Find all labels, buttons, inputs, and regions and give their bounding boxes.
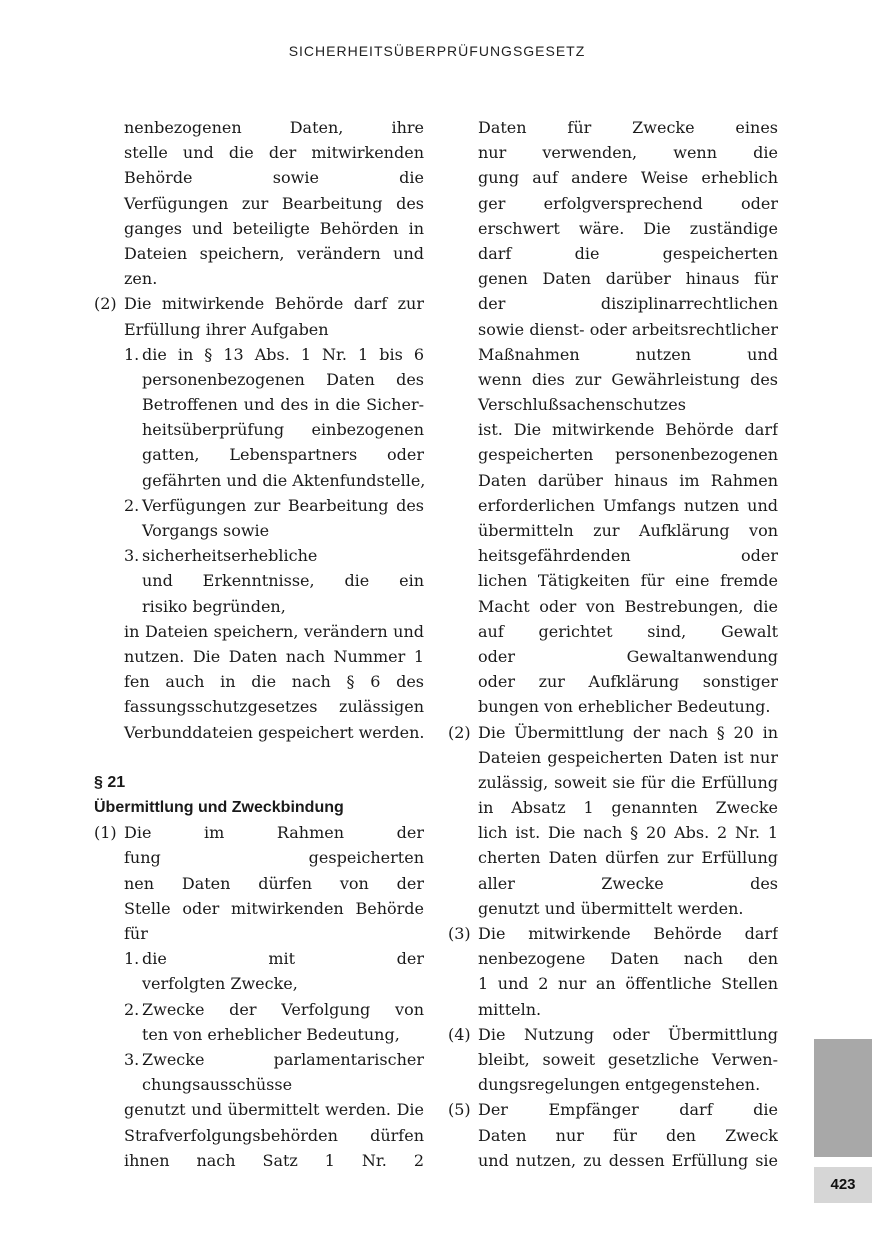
- paragraph-abs-4: [448, 1022, 778, 1098]
- text-line: übermitteln zur Aufklärung von: [478, 521, 778, 540]
- paragraph-tail: [94, 1097, 424, 1173]
- list-number: 1.: [124, 344, 140, 364]
- text-line: ger erfolgversprechend oder: [478, 193, 778, 213]
- text-line: sowie dienst- oder arbeitsrechtlicher: [478, 319, 778, 339]
- text-line: Verbunddateien gespeichert werden.: [124, 722, 425, 742]
- text-line: Daten nur für den Zweck: [478, 1125, 778, 1145]
- text-line: Dateien gespeicherten Daten ist nur: [478, 747, 778, 767]
- paragraph-continuation: [94, 115, 424, 291]
- paragraph-abs-3: [448, 921, 778, 1022]
- text-line: gatten, Lebenspartners oder: [142, 445, 424, 465]
- text-line: verfolgten Zwecke,: [142, 974, 298, 994]
- text-line: oder zur Aufklärung sonstiger: [478, 672, 778, 692]
- text-line: sicherheitserhebliche: [142, 546, 318, 566]
- text-line: nenbezogenen Daten, ihre: [124, 118, 424, 137]
- text-line: der disziplinarrechtlichen: [478, 294, 778, 314]
- text-line: nur verwenden, wenn die: [478, 143, 778, 163]
- running-header: SICHERHEITSÜBERPRÜFUNGSGESETZ: [288, 43, 586, 59]
- text-line: Verfügungen zur Bearbeitung des: [142, 495, 424, 515]
- text-line: Daten für Zwecke eines: [478, 118, 778, 137]
- text-line: ist. Die mitwirkende Behörde darf: [478, 420, 778, 440]
- text-line: 1 und 2 nur an öffentliche Stellen: [478, 974, 778, 994]
- text-line: mitteln.: [478, 999, 542, 1019]
- paragraph-marker: (3): [448, 924, 471, 943]
- text-line: Dateien speichern, verändern und: [124, 243, 424, 263]
- text-line: Die Nutzung oder Übermittlung: [478, 1024, 778, 1044]
- paragraph-marker: (2): [94, 294, 117, 314]
- list-item: [94, 1047, 424, 1097]
- list-item: [94, 342, 424, 493]
- left-column: [94, 115, 424, 1173]
- text-line: in Absatz 1 genannten Zwecke: [478, 798, 778, 818]
- text-line: Vorgangs sowie: [142, 521, 270, 540]
- text-line: fung gespeicherten: [124, 848, 424, 868]
- text-line: genutzt und übermittelt werden.: [478, 898, 744, 918]
- text-line: Die Übermittlung der nach § 20 in: [478, 722, 778, 742]
- spacer: [94, 745, 424, 770]
- text-line: darf die gespeicherten: [478, 243, 778, 263]
- paragraph-marker: (2): [448, 722, 471, 742]
- page-number: 423: [814, 1167, 872, 1203]
- paragraph-marker: (5): [448, 1100, 471, 1120]
- text-line: Verschlußsachenschutzes: [478, 395, 686, 415]
- text-line: risiko begründen,: [142, 596, 286, 616]
- text-line: nenbezogene Daten nach den: [478, 949, 778, 969]
- text-line: genutzt und übermittelt werden. Die: [124, 1100, 424, 1120]
- text-line: zen.: [124, 269, 158, 289]
- section-title: Übermittlung und Zweckbindung: [94, 799, 344, 817]
- text-line: nen Daten dürfen von der: [124, 873, 424, 893]
- list-number: 3.: [124, 546, 140, 566]
- text-line: zulässig, soweit sie für die Erfüllung: [478, 772, 778, 792]
- text-line: heitsgefährdenden oder: [478, 546, 778, 566]
- text-line: gung auf andere Weise erheblich: [478, 168, 778, 188]
- text-line: Zwecke parlamentarischer: [142, 1049, 424, 1069]
- chapter-thumb-tab: [814, 1039, 872, 1157]
- text-line: heitsüberprüfung einbezogenen: [142, 420, 424, 440]
- text-line: ihnen nach Satz 1 Nr. 2: [124, 1150, 424, 1170]
- text-line: aller Zwecke des: [478, 873, 778, 893]
- text-line: Die mitwirkende Behörde darf: [478, 924, 778, 943]
- paragraph-marker: (1): [94, 823, 117, 843]
- text-line: Stelle oder mitwirkenden Behörde: [124, 898, 424, 918]
- list-number: 1.: [124, 949, 140, 969]
- list-item: [94, 946, 424, 996]
- list-item: [94, 997, 424, 1047]
- paragraph-abs-2: [94, 291, 424, 341]
- text-line: Daten darüber hinaus im Rahmen: [478, 470, 778, 490]
- text-line: bungen von erheblicher Bedeutung.: [478, 697, 771, 717]
- text-line: Erfüllung ihrer Aufgaben: [124, 319, 329, 339]
- text-line: gefährten und die Aktenfundstelle,: [142, 470, 426, 490]
- text-line: Maßnahmen nutzen und: [478, 344, 778, 364]
- text-line: Verfügungen zur Bearbeitung des: [124, 193, 424, 213]
- right-column: [448, 115, 778, 1173]
- paragraph-tail: [94, 619, 424, 745]
- text-line: und Erkenntnisse, die ein: [142, 571, 424, 591]
- text-line: nutzen. Die Daten nach Nummer 1: [124, 646, 424, 666]
- text-line: personenbezogenen Daten des: [142, 369, 424, 389]
- text-line: in Dateien speichern, verändern und: [124, 621, 424, 641]
- text-line: bleibt, soweit gesetzliche Verwen-: [478, 1049, 778, 1069]
- text-line: Die im Rahmen der: [124, 823, 424, 843]
- list-item: [94, 493, 424, 543]
- list-number: 2.: [124, 999, 140, 1019]
- list-item: [94, 543, 424, 619]
- paragraph-abs-5: [448, 1097, 778, 1173]
- text-line: Die mitwirkende Behörde darf zur: [124, 294, 424, 314]
- paragraph-abs-2: [448, 720, 778, 922]
- list-number: 3.: [124, 1049, 140, 1069]
- text-line: wenn dies zur Gewährleistung des: [478, 369, 778, 389]
- text-line: erforderlichen Umfangs nutzen und: [478, 495, 778, 515]
- text-line: Macht oder von Bestrebungen, die: [478, 596, 778, 616]
- paragraph-abs-1: [94, 820, 424, 946]
- text-line: Zwecke der Verfolgung von: [142, 999, 424, 1019]
- text-line: ten von erheblicher Bedeutung,: [142, 1024, 400, 1044]
- text-line: Behörde sowie die: [124, 168, 424, 188]
- text-line: dungsregelungen entgegenstehen.: [478, 1075, 761, 1095]
- text-line: Strafverfolgungsbehörden dürfen: [124, 1125, 424, 1145]
- text-line: gespeicherten personenbezogenen: [478, 445, 778, 465]
- paragraph-continuation: [448, 115, 778, 720]
- text-line: genen Daten darüber hinaus für: [478, 269, 778, 289]
- text-line: cherten Daten dürfen zur Erfüllung: [478, 848, 778, 868]
- text-line: für: [124, 924, 148, 943]
- text-line: lichen Tätigkeiten für eine fremde: [478, 571, 778, 591]
- paragraph-marker: (4): [448, 1024, 471, 1044]
- text-line: erschwert wäre. Die zuständige: [478, 218, 778, 238]
- text-line: fen auch in die nach § 6 des: [124, 672, 424, 692]
- text-line: oder Gewaltanwendung: [478, 646, 778, 666]
- text-line: die mit der: [142, 949, 424, 969]
- text-line: chungsausschüsse: [142, 1075, 293, 1095]
- text-line: Der Empfänger darf die: [478, 1100, 778, 1120]
- text-line: ganges und beteiligte Behörden in: [124, 218, 424, 238]
- text-line: fassungsschutzgesetzes zulässigen: [124, 697, 424, 717]
- text-line: lich ist. Die nach § 20 Abs. 2 Nr. 1: [478, 823, 778, 843]
- text-line: die in § 13 Abs. 1 Nr. 1 bis 6: [142, 344, 424, 364]
- section-number: § 21: [94, 773, 126, 791]
- text-line: auf gerichtet sind, Gewalt: [478, 621, 778, 641]
- text-line: stelle und die der mitwirkenden: [124, 143, 424, 163]
- text-line: und nutzen, zu dessen Erfüllung sie: [478, 1150, 778, 1170]
- list-number: 2.: [124, 495, 140, 515]
- text-line: Betroffenen und des in die Sicher-: [142, 395, 424, 415]
